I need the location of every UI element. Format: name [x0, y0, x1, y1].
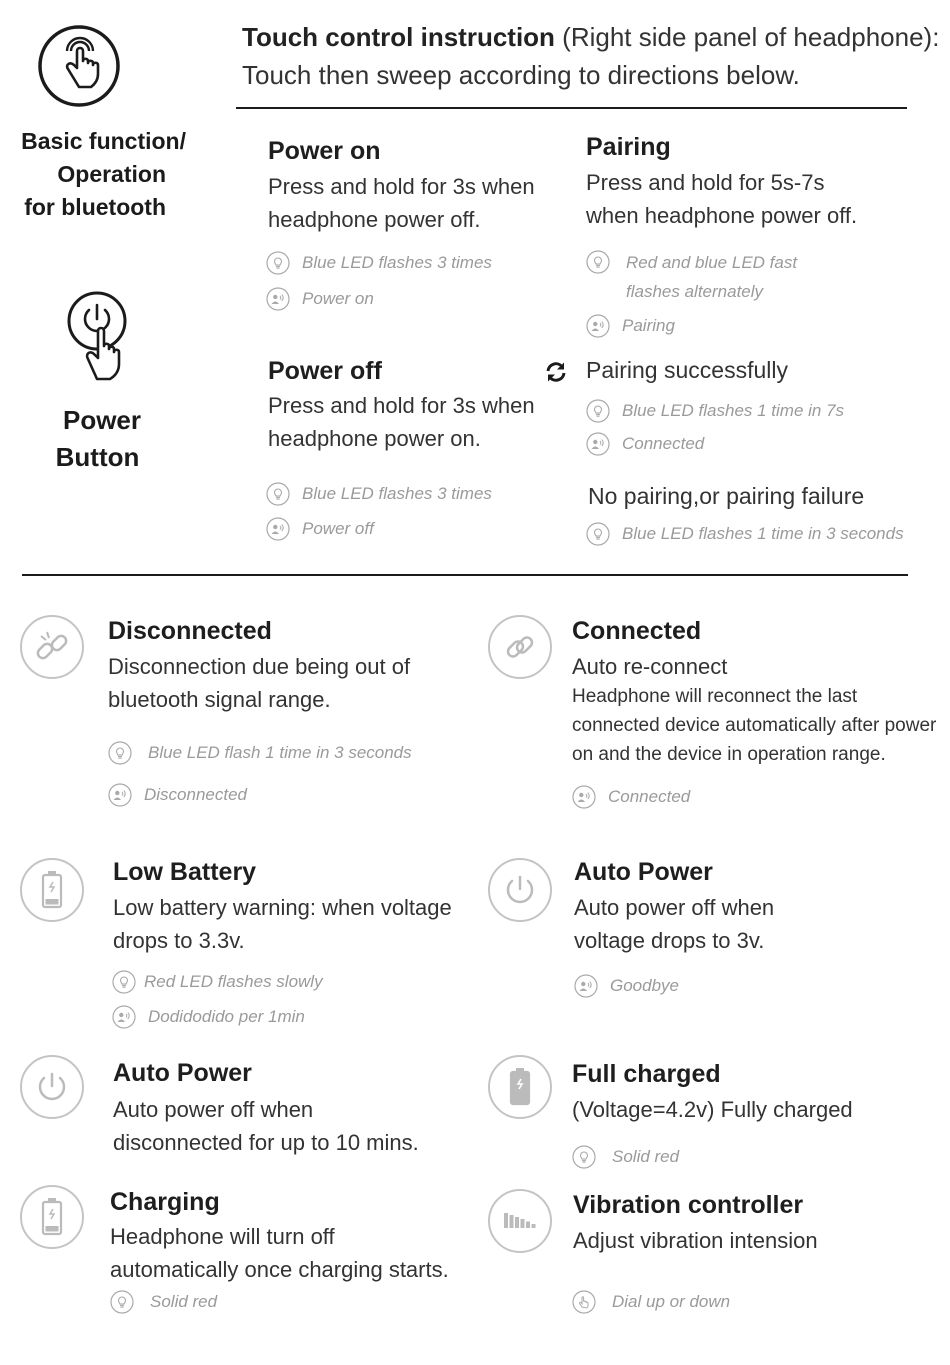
power-off-desc-1: Press and hold for 3s when [268, 393, 535, 418]
led-bulb-icon [586, 522, 610, 546]
header-divider [236, 107, 907, 109]
full-battery-icon [487, 1054, 553, 1120]
charging-battery-icon [19, 1184, 85, 1250]
led-bulb-icon [266, 251, 290, 275]
power-on-voice: Power on [302, 289, 374, 308]
power-off-voice-row [266, 516, 374, 542]
power-button-label [42, 402, 162, 476]
pairing-led-1: Red and blue LED fast [626, 253, 798, 272]
connected-title: Connected [572, 617, 702, 645]
power-on-title: Power on [268, 137, 381, 165]
pairing-success-title: Pairing successfully [586, 357, 788, 383]
led-bulb-icon [112, 970, 136, 994]
power-on-voice-row [266, 286, 374, 312]
connected-desc-2: connected device automatically after power [572, 715, 937, 736]
full-charged-title: Full charged [572, 1060, 721, 1088]
auto-power-disconnect-desc-1: Auto power off when [113, 1097, 314, 1122]
pairing-desc-2: when headphone power off. [586, 203, 858, 228]
power-button-icon[interactable] [62, 285, 140, 393]
pairing-success-led: Blue LED flashes 1 time in 7s [622, 401, 845, 420]
power-off-led: Blue LED flashes 3 times [302, 484, 492, 503]
pairing-success-voice: Connected [622, 434, 705, 453]
pairing-led [626, 248, 797, 306]
power-on-desc-1: Press and hold for 3s when [268, 174, 535, 199]
power-on-desc-2: headphone power off. [268, 207, 481, 232]
link-icon [487, 614, 553, 680]
voice-prompt-icon [266, 287, 290, 311]
power-off-title: Power off [268, 357, 382, 385]
auto-power-voltage-desc [574, 891, 774, 957]
low-battery-title: Low Battery [113, 858, 257, 886]
led-bulb-icon [110, 1290, 134, 1314]
header-subtitle: Touch then sweep according to directions below. [242, 60, 800, 90]
connected-subtitle: Auto re-connect [572, 654, 728, 679]
header-title-rest: (Right side panel of headphone): [554, 22, 940, 52]
pairing-voice-row [586, 313, 675, 339]
auto-power-voltage-desc-2: voltage drops to 3v. [574, 928, 765, 953]
disconnected-desc-1: Disconnection due being out of [108, 654, 411, 679]
low-battery-voice: Dodidodido per 1min [148, 1007, 305, 1026]
voice-prompt-icon [574, 974, 598, 998]
pairing-desc-1: Press and hold for 5s-7s [586, 170, 825, 195]
low-battery-desc [113, 891, 452, 957]
pairing-led-2: flashes alternately [626, 282, 764, 301]
full-charged-desc: (Voltage=4.2v) Fully charged [572, 1097, 853, 1122]
low-battery-led-row [112, 969, 323, 995]
voice-prompt-icon [266, 517, 290, 541]
voice-prompt-icon [586, 432, 610, 456]
led-bulb-icon [586, 250, 610, 274]
basic-line-1: Basic function/ [21, 128, 186, 154]
pairing-fail-led-row [586, 521, 904, 547]
connected-desc-3: on and the device in operation range. [572, 744, 886, 765]
low-battery-desc-1: Low battery warning: when voltage [113, 895, 452, 920]
low-battery-led: Red LED flashes slowly [144, 972, 323, 991]
full-charged-led-row [572, 1144, 679, 1170]
basic-line-2: Operation [57, 161, 166, 187]
touch-hand-icon [37, 24, 121, 108]
connected-voice: Connected [608, 787, 691, 806]
disconnected-voice: Disconnected [144, 785, 248, 804]
auto-power-voltage-voice: Goodbye [610, 976, 679, 995]
disconnected-desc-2: bluetooth signal range. [108, 687, 331, 712]
disconnected-voice-row [108, 782, 247, 808]
disconnected-desc [108, 650, 410, 716]
low-battery-icon [19, 857, 85, 923]
touch-hand-icon [572, 1290, 596, 1314]
pairing-desc [586, 166, 857, 232]
power-off-icon [19, 1054, 85, 1120]
refresh-icon [544, 360, 568, 384]
pairing-success-led-row [586, 398, 844, 424]
auto-power-disconnect-desc [113, 1093, 419, 1159]
pairing-fail-title: No pairing,or pairing failure [588, 483, 865, 509]
vibration-action-row [572, 1289, 730, 1315]
disconnected-led: Blue LED flash 1 time in 3 seconds [148, 743, 412, 762]
auto-power-voltage-desc-1: Auto power off when [574, 895, 775, 920]
charging-desc-1: Headphone will turn off [110, 1224, 335, 1249]
power-on-led-row [266, 250, 492, 276]
power-off-icon [487, 857, 553, 923]
section-divider [22, 574, 908, 576]
voice-prompt-icon [572, 785, 596, 809]
led-bulb-icon [572, 1145, 596, 1169]
pairing-fail-led: Blue LED flashes 1 time in 3 seconds [622, 524, 904, 543]
led-bulb-icon [108, 741, 132, 765]
charging-desc [110, 1220, 449, 1286]
basic-function-label [6, 125, 186, 224]
vibration-icon [487, 1188, 553, 1254]
auto-power-disconnect-desc-2: disconnected for up to 10 mins. [113, 1130, 419, 1155]
led-bulb-icon [266, 482, 290, 506]
pairing-success-voice-row [586, 431, 704, 457]
power-off-led-row [266, 481, 492, 507]
charging-title: Charging [110, 1188, 220, 1216]
auto-power-voltage-voice-row [574, 973, 679, 999]
charging-led-row [110, 1289, 217, 1315]
broken-link-icon [19, 614, 85, 680]
power-off-voice: Power off [302, 519, 374, 538]
charging-desc-2: automatically once charging starts. [110, 1257, 449, 1282]
auto-power-voltage-title: Auto Power [574, 858, 713, 886]
power-line-1: Power [62, 405, 142, 435]
power-off-desc [268, 389, 535, 455]
vibration-title: Vibration controller [573, 1191, 804, 1219]
vibration-desc: Adjust vibration intension [573, 1228, 818, 1253]
power-on-desc [268, 170, 535, 236]
vibration-action: Dial up or down [612, 1292, 731, 1311]
disconnected-title: Disconnected [108, 617, 272, 645]
voice-prompt-icon [108, 783, 132, 807]
power-line-2: Button [55, 442, 140, 472]
led-bulb-icon [586, 399, 610, 423]
power-on-led: Blue LED flashes 3 times [302, 253, 492, 272]
connected-desc [572, 682, 936, 769]
connected-voice-row [572, 784, 690, 810]
voice-prompt-icon [586, 314, 610, 338]
connected-desc-1: Headphone will reconnect the last [572, 686, 858, 707]
power-off-desc-2: headphone power on. [268, 426, 481, 451]
low-battery-voice-row [112, 1004, 305, 1030]
low-battery-desc-2: drops to 3.3v. [113, 928, 245, 953]
pairing-voice: Pairing [622, 316, 675, 335]
full-charged-led: Solid red [612, 1147, 680, 1166]
charging-led: Solid red [150, 1292, 218, 1311]
disconnected-led-row [108, 740, 412, 766]
header-title-bold: Touch control instruction [242, 22, 555, 52]
pairing-title: Pairing [586, 133, 671, 161]
basic-line-3: for bluetooth [24, 194, 166, 220]
voice-prompt-icon [112, 1005, 136, 1029]
auto-power-disconnect-title: Auto Power [113, 1059, 252, 1087]
pairing-led-row [586, 250, 797, 306]
header-title [242, 22, 939, 53]
